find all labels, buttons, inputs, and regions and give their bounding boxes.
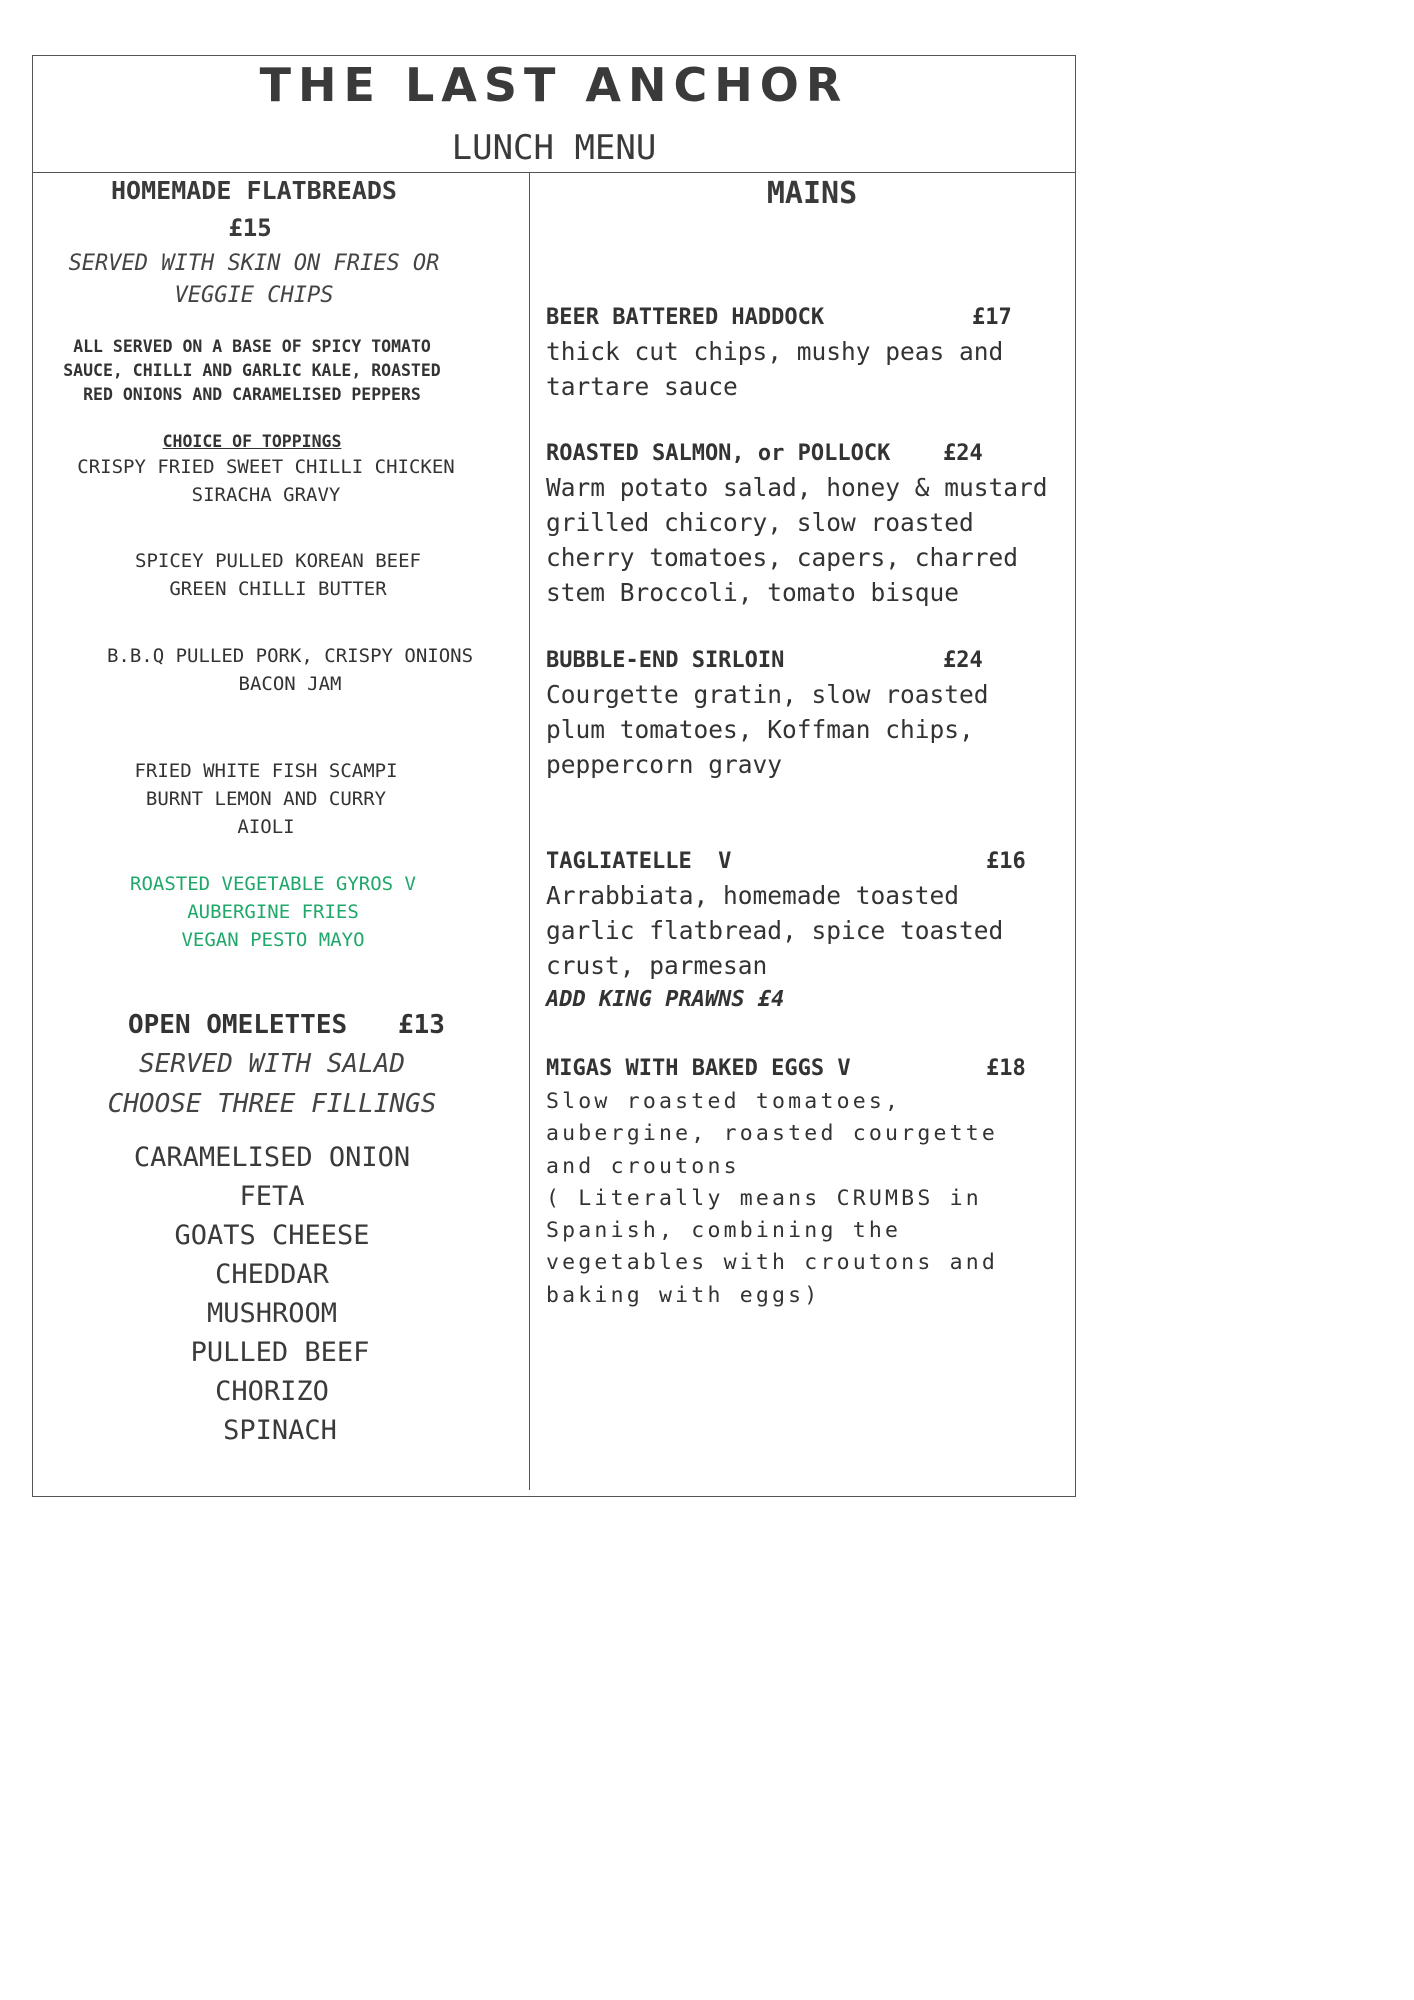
filling-item: CHORIZO: [215, 1376, 329, 1407]
dish-description: Arrabbiata, homemade toasted garlic flatbread, spice toasted crust, parmesan: [546, 881, 1004, 980]
flatbreads-heading: HOMEMADE FLATBREADS: [111, 176, 397, 205]
dish-description: Courgette gratin, slow roasted plum tomatoes, Koffman chips, peppercorn gravy: [546, 680, 989, 779]
header-divider: [32, 172, 1076, 173]
flatbreads-price: £15: [228, 214, 272, 242]
filling-item: FETA: [239, 1181, 305, 1212]
vegan-topping-item: ROASTED VEGETABLE GYROS V AUBERGINE FRIES VEGAN PESTO MAYO: [130, 873, 416, 951]
topping-item: FRIED WHITE FISH SCAMPI BURNT LEMON AND CURRY AIOLI: [134, 760, 398, 838]
mains-heading: MAINS: [766, 176, 858, 211]
filling-item: CARAMELISED ONION: [133, 1142, 411, 1173]
restaurant-title: THE LAST ANCHOR: [259, 58, 849, 112]
dish-name-vegetarian: TAGLIATELLE V: [546, 849, 732, 874]
omelette-fillings-list: [34, 1138, 510, 1450]
dish-price: £24: [943, 648, 983, 673]
dish-description: Slow roasted tomatoes, aubergine, roasted courgette and croutons ( Literally means CRUMBS in Spanish, combining the vegetables with croutons and baking with eggs): [546, 1089, 999, 1308]
dish-price: £16: [986, 849, 1026, 874]
dish-price: £24: [943, 441, 983, 466]
filling-item: MUSHROOM: [206, 1298, 338, 1329]
topping-item: SPICEY PULLED KOREAN BEEF GREEN CHILLI BUTTER: [135, 550, 421, 600]
filling-item: SPINACH: [223, 1415, 337, 1446]
dish-description: thick cut chips, mushy peas and tartare sauce: [546, 337, 1004, 401]
dish-price: £18: [986, 1056, 1026, 1081]
dish-name: BEER BATTERED HADDOCK: [546, 305, 825, 330]
filling-item: PULLED BEEF: [190, 1337, 370, 1368]
dish-description: Warm potato salad, honey & mustard grilled chicory, slow roasted cherry tomatoes, capers, charred stem Broccoli, tomato bisque: [546, 473, 1048, 607]
dish-price: £17: [972, 305, 1012, 330]
column-divider: [529, 172, 530, 1490]
omelettes-price: £13: [398, 1010, 445, 1040]
flatbreads-served-with: SERVED WITH SKIN ON FRIES OR VEGGIE CHIPS: [68, 251, 440, 308]
topping-item: CRISPY FRIED SWEET CHILLI CHICKEN SIRACHA GRAVY: [77, 456, 455, 506]
dish-add-on: ADD KING PRAWNS £4: [546, 987, 785, 1012]
topping-item: B.B.Q PULLED PORK, CRISPY ONIONS BACON JAM: [106, 645, 474, 695]
flatbreads-base-note: ALL SERVED ON A BASE OF SPICY TOMATO SAUCE, CHILLI AND GARLIC KALE, ROASTED RED ONIONS AND CARAMELISED PEPPERS: [63, 337, 441, 404]
omelettes-heading: OPEN OMELETTES: [128, 1010, 348, 1040]
dish-name-vegetarian: MIGAS WITH BAKED EGGS V: [546, 1056, 851, 1081]
filling-item: CHEDDAR: [215, 1259, 329, 1290]
menu-subtitle: LUNCH MENU: [451, 128, 657, 168]
omelettes-served-with: SERVED WITH SALAD CHOOSE THREE FILLINGS: [107, 1049, 437, 1119]
filling-item: GOATS CHEESE: [174, 1220, 370, 1251]
toppings-title: CHOICE OF TOPPINGS: [162, 432, 342, 451]
dish-name: ROASTED SALMON, or POLLOCK: [546, 441, 891, 466]
dish-name: BUBBLE-END SIRLOIN: [546, 648, 785, 673]
